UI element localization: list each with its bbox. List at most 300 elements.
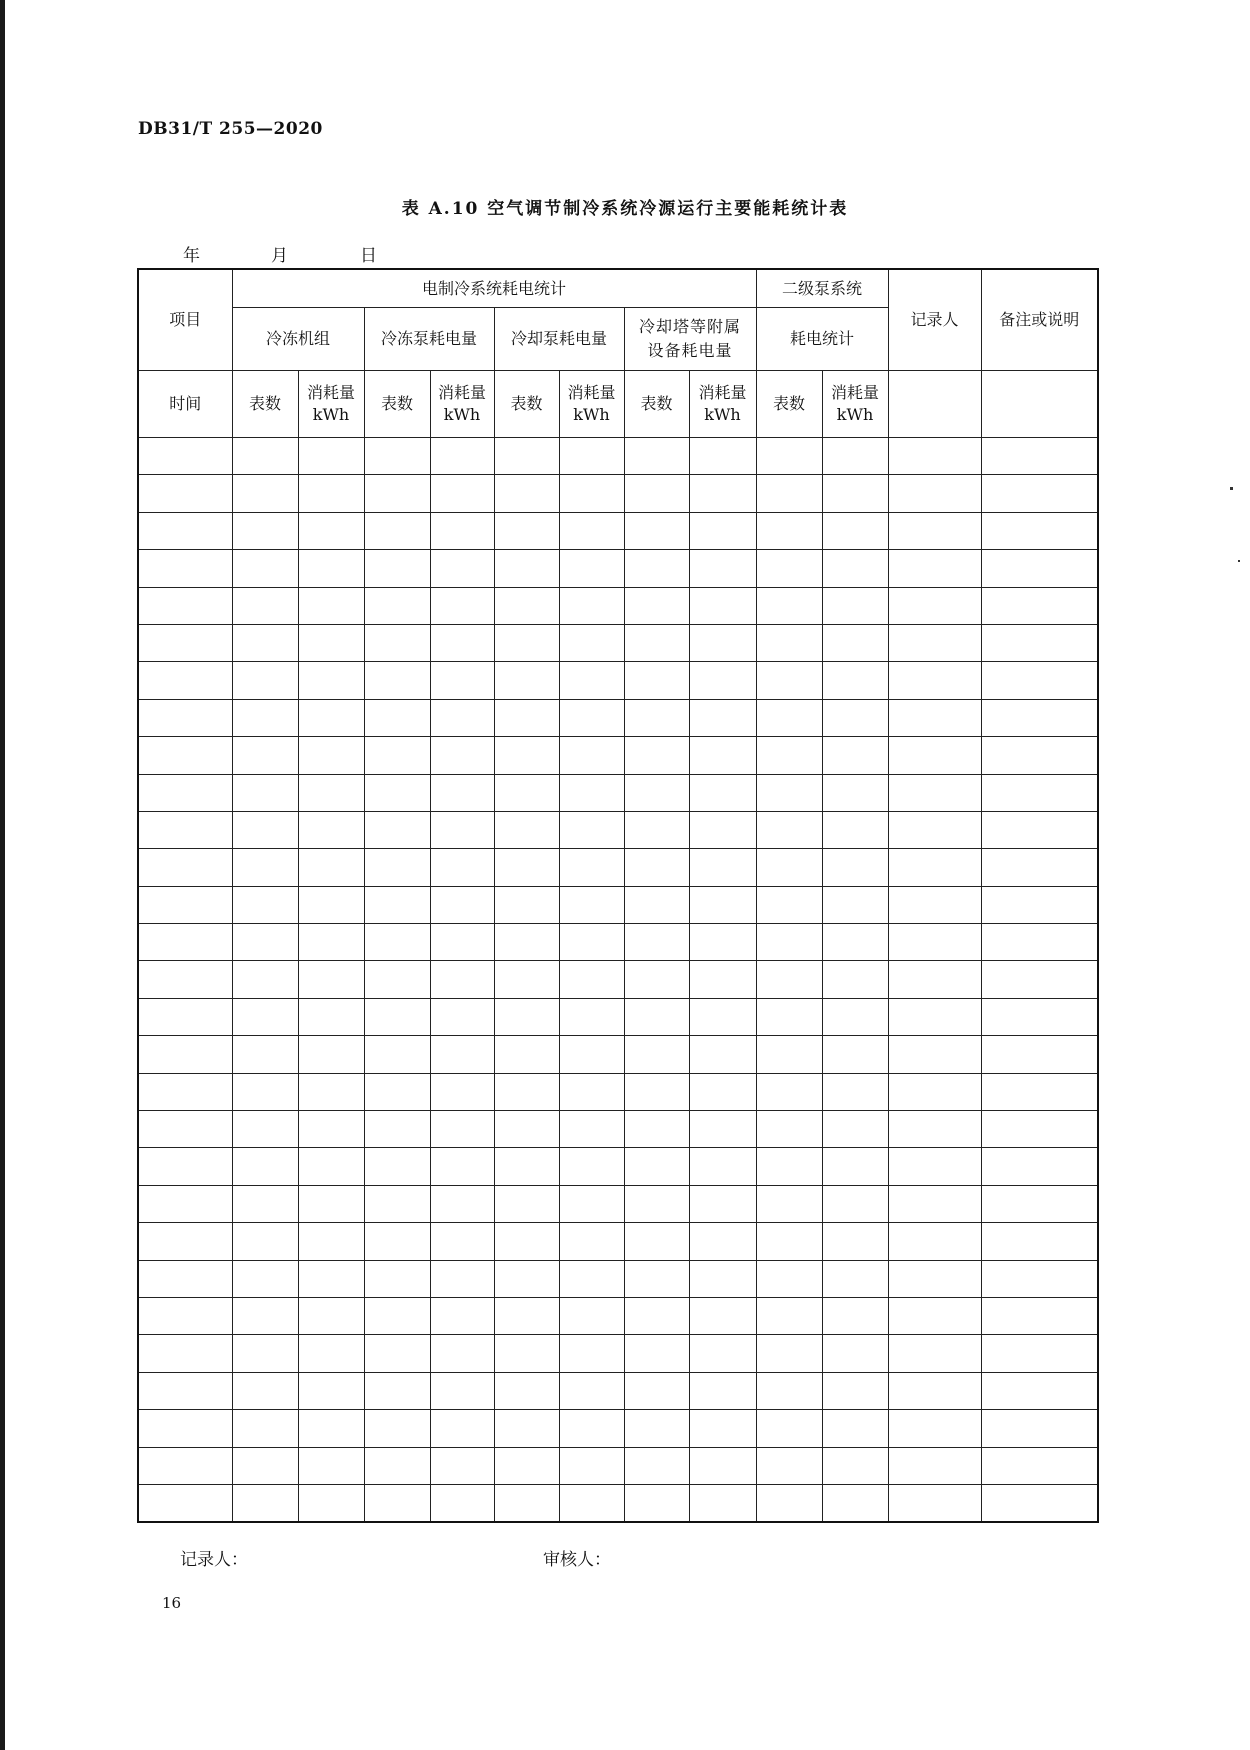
blank-cell[interactable] [756,1335,822,1372]
blank-cell[interactable] [888,512,981,549]
blank-cell[interactable] [888,1223,981,1260]
blank-cell[interactable] [559,1223,624,1260]
blank-cell[interactable] [364,811,430,848]
blank-cell[interactable] [756,1073,822,1110]
blank-cell[interactable] [494,886,559,923]
blank-cell[interactable] [559,1185,624,1222]
blank-cell[interactable] [298,512,364,549]
blank-cell[interactable] [430,475,494,512]
blank-cell[interactable] [689,1372,756,1409]
blank-cell[interactable] [494,550,559,587]
blank-cell[interactable] [298,737,364,774]
blank-cell[interactable] [494,1111,559,1148]
blank-cell[interactable] [689,1148,756,1185]
blank-cell[interactable] [364,849,430,886]
blank-cell[interactable] [689,1297,756,1334]
blank-cell[interactable] [888,1410,981,1447]
blank-cell[interactable] [981,1297,1098,1334]
blank-cell[interactable] [559,1447,624,1484]
blank-cell[interactable] [689,737,756,774]
blank-cell[interactable] [364,438,430,475]
blank-cell[interactable] [822,1111,888,1148]
blank-cell[interactable] [559,1111,624,1148]
blank-cell[interactable] [364,924,430,961]
blank-cell[interactable] [232,1111,298,1148]
blank-cell[interactable] [756,512,822,549]
blank-cell[interactable] [138,886,232,923]
blank-cell[interactable] [298,1260,364,1297]
blank-cell[interactable] [822,1484,888,1522]
blank-cell[interactable] [981,1073,1098,1110]
blank-cell[interactable] [494,1297,559,1334]
blank-cell[interactable] [624,1073,689,1110]
blank-cell[interactable] [888,1260,981,1297]
blank-cell[interactable] [822,1297,888,1334]
blank-cell[interactable] [298,587,364,624]
blank-cell[interactable] [888,1111,981,1148]
blank-cell[interactable] [888,924,981,961]
blank-cell[interactable] [981,1148,1098,1185]
blank-cell[interactable] [364,475,430,512]
blank-cell[interactable] [494,475,559,512]
blank-cell[interactable] [689,1111,756,1148]
blank-cell[interactable] [298,550,364,587]
blank-cell[interactable] [138,662,232,699]
blank-cell[interactable] [559,849,624,886]
blank-cell[interactable] [232,811,298,848]
blank-cell[interactable] [888,662,981,699]
blank-cell[interactable] [689,438,756,475]
blank-cell[interactable] [888,587,981,624]
blank-cell[interactable] [138,998,232,1035]
blank-cell[interactable] [689,587,756,624]
blank-cell[interactable] [232,961,298,998]
blank-cell[interactable] [298,438,364,475]
blank-cell[interactable] [888,1372,981,1409]
blank-cell[interactable] [364,1260,430,1297]
blank-cell[interactable] [756,886,822,923]
blank-cell[interactable] [689,662,756,699]
blank-cell[interactable] [364,1223,430,1260]
blank-cell[interactable] [624,1335,689,1372]
blank-cell[interactable] [430,774,494,811]
blank-cell[interactable] [494,1260,559,1297]
blank-cell[interactable] [689,512,756,549]
blank-cell[interactable] [364,1410,430,1447]
blank-cell[interactable] [494,587,559,624]
blank-cell[interactable] [138,774,232,811]
blank-cell[interactable] [981,550,1098,587]
blank-cell[interactable] [232,475,298,512]
blank-cell[interactable] [364,1484,430,1522]
blank-cell[interactable] [624,1410,689,1447]
blank-cell[interactable] [232,1073,298,1110]
blank-cell[interactable] [888,1036,981,1073]
blank-cell[interactable] [494,737,559,774]
blank-cell[interactable] [756,811,822,848]
blank-cell[interactable] [981,1260,1098,1297]
blank-cell[interactable] [689,699,756,736]
blank-cell[interactable] [298,624,364,661]
blank-cell[interactable] [559,811,624,848]
blank-cell[interactable] [298,475,364,512]
blank-cell[interactable] [494,961,559,998]
blank-cell[interactable] [559,624,624,661]
blank-cell[interactable] [430,998,494,1035]
blank-cell[interactable] [756,1036,822,1073]
blank-cell[interactable] [756,662,822,699]
blank-cell[interactable] [298,1335,364,1372]
blank-cell[interactable] [756,1185,822,1222]
blank-cell[interactable] [822,1148,888,1185]
blank-cell[interactable] [756,1148,822,1185]
blank-cell[interactable] [559,774,624,811]
blank-cell[interactable] [756,998,822,1035]
blank-cell[interactable] [232,1372,298,1409]
blank-cell[interactable] [981,438,1098,475]
blank-cell[interactable] [138,737,232,774]
blank-cell[interactable] [981,624,1098,661]
blank-cell[interactable] [138,1484,232,1522]
blank-cell[interactable] [689,1185,756,1222]
blank-cell[interactable] [559,1260,624,1297]
blank-cell[interactable] [888,849,981,886]
blank-cell[interactable] [624,1484,689,1522]
blank-cell[interactable] [298,699,364,736]
blank-cell[interactable] [981,1447,1098,1484]
blank-cell[interactable] [689,811,756,848]
blank-cell[interactable] [298,924,364,961]
blank-cell[interactable] [232,1335,298,1372]
blank-cell[interactable] [494,924,559,961]
blank-cell[interactable] [822,1260,888,1297]
blank-cell[interactable] [822,961,888,998]
blank-cell[interactable] [494,1223,559,1260]
blank-cell[interactable] [430,1185,494,1222]
blank-cell[interactable] [364,587,430,624]
blank-cell[interactable] [138,1335,232,1372]
blank-cell[interactable] [364,886,430,923]
blank-cell[interactable] [232,998,298,1035]
blank-cell[interactable] [689,1484,756,1522]
blank-cell[interactable] [364,1447,430,1484]
blank-cell[interactable] [822,512,888,549]
blank-cell[interactable] [494,1073,559,1110]
blank-cell[interactable] [430,1335,494,1372]
blank-cell[interactable] [822,662,888,699]
blank-cell[interactable] [430,550,494,587]
blank-cell[interactable] [430,886,494,923]
blank-cell[interactable] [822,737,888,774]
blank-cell[interactable] [624,550,689,587]
blank-cell[interactable] [888,1335,981,1372]
blank-cell[interactable] [232,1036,298,1073]
blank-cell[interactable] [494,774,559,811]
blank-cell[interactable] [494,1335,559,1372]
blank-cell[interactable] [232,1447,298,1484]
blank-cell[interactable] [624,849,689,886]
blank-cell[interactable] [981,699,1098,736]
blank-cell[interactable] [138,1260,232,1297]
blank-cell[interactable] [822,624,888,661]
blank-cell[interactable] [138,1447,232,1484]
blank-cell[interactable] [689,1223,756,1260]
blank-cell[interactable] [981,737,1098,774]
blank-cell[interactable] [364,774,430,811]
blank-cell[interactable] [559,1372,624,1409]
blank-cell[interactable] [138,550,232,587]
blank-cell[interactable] [624,475,689,512]
blank-cell[interactable] [430,1447,494,1484]
blank-cell[interactable] [232,1297,298,1334]
blank-cell[interactable] [494,1148,559,1185]
blank-cell[interactable] [232,550,298,587]
blank-cell[interactable] [138,961,232,998]
blank-cell[interactable] [430,1073,494,1110]
blank-cell[interactable] [232,1223,298,1260]
blank-cell[interactable] [494,849,559,886]
blank-cell[interactable] [232,438,298,475]
blank-cell[interactable] [138,1073,232,1110]
blank-cell[interactable] [689,1335,756,1372]
blank-cell[interactable] [364,1036,430,1073]
blank-cell[interactable] [138,811,232,848]
blank-cell[interactable] [689,849,756,886]
blank-cell[interactable] [624,811,689,848]
blank-cell[interactable] [624,961,689,998]
blank-cell[interactable] [138,587,232,624]
blank-cell[interactable] [138,438,232,475]
blank-cell[interactable] [559,737,624,774]
blank-cell[interactable] [756,774,822,811]
blank-cell[interactable] [559,550,624,587]
blank-cell[interactable] [981,849,1098,886]
blank-cell[interactable] [430,1148,494,1185]
blank-cell[interactable] [981,512,1098,549]
blank-cell[interactable] [689,1073,756,1110]
blank-cell[interactable] [756,737,822,774]
blank-cell[interactable] [624,438,689,475]
blank-cell[interactable] [559,1036,624,1073]
blank-cell[interactable] [430,1111,494,1148]
blank-cell[interactable] [138,924,232,961]
blank-cell[interactable] [822,886,888,923]
blank-cell[interactable] [624,1223,689,1260]
blank-cell[interactable] [624,1297,689,1334]
blank-cell[interactable] [888,1148,981,1185]
blank-cell[interactable] [298,1372,364,1409]
blank-cell[interactable] [430,1297,494,1334]
blank-cell[interactable] [689,1260,756,1297]
blank-cell[interactable] [430,924,494,961]
blank-cell[interactable] [298,774,364,811]
blank-cell[interactable] [822,1335,888,1372]
blank-cell[interactable] [430,587,494,624]
blank-cell[interactable] [624,624,689,661]
blank-cell[interactable] [138,1223,232,1260]
blank-cell[interactable] [624,699,689,736]
blank-cell[interactable] [822,1223,888,1260]
blank-cell[interactable] [298,662,364,699]
blank-cell[interactable] [756,1372,822,1409]
blank-cell[interactable] [888,550,981,587]
blank-cell[interactable] [494,1484,559,1522]
blank-cell[interactable] [364,662,430,699]
blank-cell[interactable] [689,475,756,512]
blank-cell[interactable] [364,624,430,661]
blank-cell[interactable] [494,1036,559,1073]
blank-cell[interactable] [298,1297,364,1334]
blank-cell[interactable] [364,550,430,587]
blank-cell[interactable] [981,998,1098,1035]
blank-cell[interactable] [822,774,888,811]
blank-cell[interactable] [624,924,689,961]
blank-cell[interactable] [559,1335,624,1372]
blank-cell[interactable] [298,886,364,923]
blank-cell[interactable] [364,1073,430,1110]
blank-cell[interactable] [981,961,1098,998]
blank-cell[interactable] [232,1260,298,1297]
blank-cell[interactable] [756,849,822,886]
blank-cell[interactable] [298,1036,364,1073]
blank-cell[interactable] [981,1410,1098,1447]
blank-cell[interactable] [981,1484,1098,1522]
blank-cell[interactable] [624,737,689,774]
blank-cell[interactable] [822,550,888,587]
blank-cell[interactable] [624,662,689,699]
blank-cell[interactable] [430,737,494,774]
blank-cell[interactable] [494,1410,559,1447]
blank-cell[interactable] [364,1185,430,1222]
blank-cell[interactable] [138,475,232,512]
blank-cell[interactable] [364,1297,430,1334]
blank-cell[interactable] [888,811,981,848]
blank-cell[interactable] [430,849,494,886]
blank-cell[interactable] [689,1447,756,1484]
blank-cell[interactable] [756,1223,822,1260]
blank-cell[interactable] [981,587,1098,624]
blank-cell[interactable] [232,924,298,961]
blank-cell[interactable] [364,1111,430,1148]
blank-cell[interactable] [981,1335,1098,1372]
blank-cell[interactable] [689,1410,756,1447]
blank-cell[interactable] [232,1185,298,1222]
blank-cell[interactable] [624,886,689,923]
blank-cell[interactable] [559,662,624,699]
blank-cell[interactable] [756,699,822,736]
blank-cell[interactable] [756,624,822,661]
blank-cell[interactable] [689,924,756,961]
blank-cell[interactable] [822,1036,888,1073]
blank-cell[interactable] [559,886,624,923]
blank-cell[interactable] [689,1036,756,1073]
blank-cell[interactable] [232,737,298,774]
blank-cell[interactable] [494,998,559,1035]
blank-cell[interactable] [689,774,756,811]
blank-cell[interactable] [888,886,981,923]
blank-cell[interactable] [981,811,1098,848]
blank-cell[interactable] [981,1036,1098,1073]
blank-cell[interactable] [138,1111,232,1148]
blank-cell[interactable] [624,774,689,811]
blank-cell[interactable] [559,961,624,998]
blank-cell[interactable] [559,1148,624,1185]
blank-cell[interactable] [888,699,981,736]
blank-cell[interactable] [756,1484,822,1522]
blank-cell[interactable] [430,438,494,475]
blank-cell[interactable] [494,438,559,475]
blank-cell[interactable] [981,886,1098,923]
blank-cell[interactable] [138,1297,232,1334]
blank-cell[interactable] [298,849,364,886]
blank-cell[interactable] [822,811,888,848]
blank-cell[interactable] [430,1484,494,1522]
blank-cell[interactable] [559,1484,624,1522]
blank-cell[interactable] [981,924,1098,961]
blank-cell[interactable] [138,1036,232,1073]
blank-cell[interactable] [430,1372,494,1409]
blank-cell[interactable] [138,849,232,886]
blank-cell[interactable] [232,774,298,811]
blank-cell[interactable] [364,998,430,1035]
blank-cell[interactable] [559,587,624,624]
blank-cell[interactable] [756,1410,822,1447]
blank-cell[interactable] [624,1260,689,1297]
blank-cell[interactable] [430,1260,494,1297]
blank-cell[interactable] [494,699,559,736]
blank-cell[interactable] [494,1185,559,1222]
blank-cell[interactable] [822,1410,888,1447]
blank-cell[interactable] [981,1111,1098,1148]
blank-cell[interactable] [981,1372,1098,1409]
blank-cell[interactable] [298,1410,364,1447]
blank-cell[interactable] [364,1148,430,1185]
blank-cell[interactable] [559,1410,624,1447]
blank-cell[interactable] [888,1297,981,1334]
blank-cell[interactable] [624,998,689,1035]
blank-cell[interactable] [559,998,624,1035]
blank-cell[interactable] [756,1111,822,1148]
blank-cell[interactable] [430,624,494,661]
blank-cell[interactable] [888,961,981,998]
blank-cell[interactable] [981,662,1098,699]
blank-cell[interactable] [494,1447,559,1484]
blank-cell[interactable] [364,1335,430,1372]
blank-cell[interactable] [232,886,298,923]
blank-cell[interactable] [888,475,981,512]
blank-cell[interactable] [624,587,689,624]
blank-cell[interactable] [138,1410,232,1447]
blank-cell[interactable] [756,1297,822,1334]
blank-cell[interactable] [494,662,559,699]
blank-cell[interactable] [430,1223,494,1260]
blank-cell[interactable] [364,737,430,774]
blank-cell[interactable] [430,662,494,699]
blank-cell[interactable] [624,1372,689,1409]
blank-cell[interactable] [430,512,494,549]
blank-cell[interactable] [232,1484,298,1522]
blank-cell[interactable] [430,1410,494,1447]
blank-cell[interactable] [298,1073,364,1110]
blank-cell[interactable] [559,438,624,475]
blank-cell[interactable] [430,811,494,848]
blank-cell[interactable] [981,1185,1098,1222]
blank-cell[interactable] [232,1148,298,1185]
blank-cell[interactable] [822,475,888,512]
blank-cell[interactable] [430,699,494,736]
blank-cell[interactable] [364,699,430,736]
blank-cell[interactable] [689,550,756,587]
